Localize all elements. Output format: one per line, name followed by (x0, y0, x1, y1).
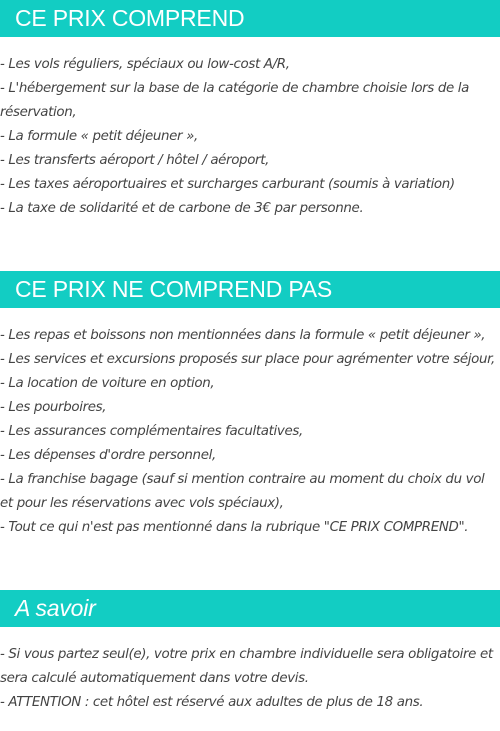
list-item: - Les taxes aéroportuaires et surcharges carburant (soumis à variation) (0, 177, 455, 192)
list-item: - La location de voiture en option, (0, 376, 215, 391)
list-item: - La taxe de solidarité et de carbone de 3€ par personne. (0, 201, 364, 216)
list-item: - Les pourboires, (0, 400, 107, 415)
section-title-good-to-know: A savoir (15, 595, 96, 621)
list-item: - Les repas et boissons non mentionnées dans la formule « petit déjeuner », (0, 328, 486, 343)
list-item: - L'hébergement sur la base de la catégorie de chambre choisie lors de la réservation, (0, 81, 470, 120)
list-item: - La franchise bagage (sauf si mention contraire au moment du choix du vol et pour les réservations avec vols spéciaux), (0, 472, 485, 511)
includes-list (0, 53, 500, 221)
list-item: - Si vous partez seul(e), votre prix en chambre individuelle sera obligatoire et sera calculé automatiquement dans votre devis. (0, 647, 493, 686)
list-item: - Les dépenses d'ordre personnel, (0, 448, 216, 463)
good-to-know-list (0, 643, 500, 715)
section-title-includes: CE PRIX COMPREND (15, 5, 245, 31)
section-header-excludes (0, 271, 500, 308)
list-item: - ATTENTION : cet hôtel est réservé aux adultes de plus de 18 ans. (0, 695, 424, 710)
list-item: - La formule « petit déjeuner », (0, 129, 198, 144)
list-item: - Les services et excursions proposés sur place pour agrémenter votre séjour, (0, 352, 495, 367)
list-item: - Les vols réguliers, spéciaux ou low-cost A/R, (0, 57, 290, 72)
section-header-good-to-know (0, 590, 500, 627)
section-header-includes (0, 0, 500, 37)
list-item: - Les transferts aéroport / hôtel / aéroport, (0, 153, 270, 168)
section-title-excludes: CE PRIX NE COMPREND PAS (15, 276, 333, 302)
excludes-list (0, 324, 500, 540)
list-item: - Tout ce qui n'est pas mentionné dans la rubrique "CE PRIX COMPREND". (0, 520, 469, 535)
list-item: - Les assurances complémentaires facultatives, (0, 424, 303, 439)
